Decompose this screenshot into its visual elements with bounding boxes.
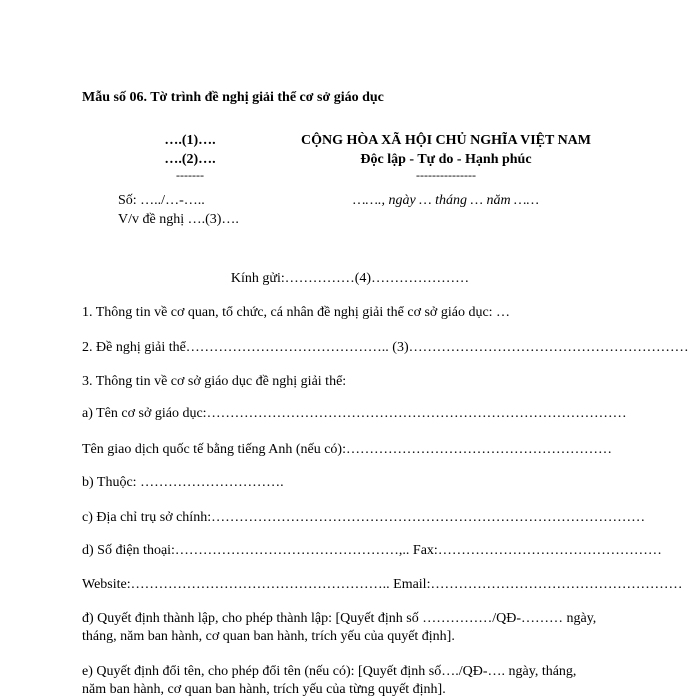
national-motto: Độc lập - Tự do - Hạnh phúc	[360, 152, 532, 167]
issuing-agency-line: ….(2)….	[164, 152, 216, 167]
item-1-text: 1. Thông tin về cơ quan, tổ chức, cá nhân đề nghị giải thể cơ sở giáo dục: …	[82, 305, 511, 320]
item-c-address: c) Địa chỉ trụ sở chính:…………………………………………………………………………………	[82, 510, 646, 525]
country-name: CỘNG HÒA XÃ HỘI CHỦ NGHĨA VIỆT NAM	[300, 133, 591, 148]
item-dd-line-2: tháng, năm ban hành, cơ quan ban hành, trích yếu của quyết định].	[82, 629, 455, 644]
item-d-phone-fax: d) Số điện thoại:…………………………………………,.. Fax:…………………………………………	[82, 543, 662, 558]
left-header-rule: -------	[176, 168, 204, 182]
item-english-name: Tên giao dịch quốc tế bằng tiếng Anh (nếu có):…………………………………………………	[82, 442, 612, 457]
right-header-rule: ---------------	[416, 168, 476, 182]
recipient-line: Kính gửi:……………(4)…………………	[230, 271, 470, 286]
document-number: Số: …../…-…..	[118, 193, 205, 208]
issuing-authority-line: ….(1)….	[164, 133, 216, 148]
form-title: Mẫu số 06. Tờ trình đề nghị giải thể cơ sở giáo dục	[82, 90, 384, 105]
item-e-line-2: năm ban hành, cơ quan ban hành, trích yếu của từng quyết định].	[82, 682, 446, 697]
item-e-line-1: e) Quyết định đổi tên, cho phép đổi tên (nếu có): [Quyết định số…./QĐ-…. ngày, tháng,	[82, 664, 577, 679]
item-dd-line-1: đ) Quyết định thành lập, cho phép thành lập: [Quyết định số ……………/QĐ-……… ngày,	[82, 611, 597, 626]
item-website-email: Website:……………………………………………….. Email:………………………………………………	[82, 577, 683, 592]
document-subject: V/v đề nghị ….(3)….	[118, 212, 239, 227]
item-a-name: a) Tên cơ sở giáo dục:………………………………………………………………………………	[82, 406, 627, 421]
date-line: ……., ngày … tháng … năm ……	[353, 193, 539, 208]
item-3-text: 3. Thông tin về cơ sở giáo dục đề nghị giải thể:	[82, 374, 347, 389]
item-2-text: 2. Đề nghị giải thể…………………………………….. (3)……………………………………………………	[82, 340, 689, 355]
item-b-belongs-to: b) Thuộc: ………………………….	[82, 475, 284, 490]
